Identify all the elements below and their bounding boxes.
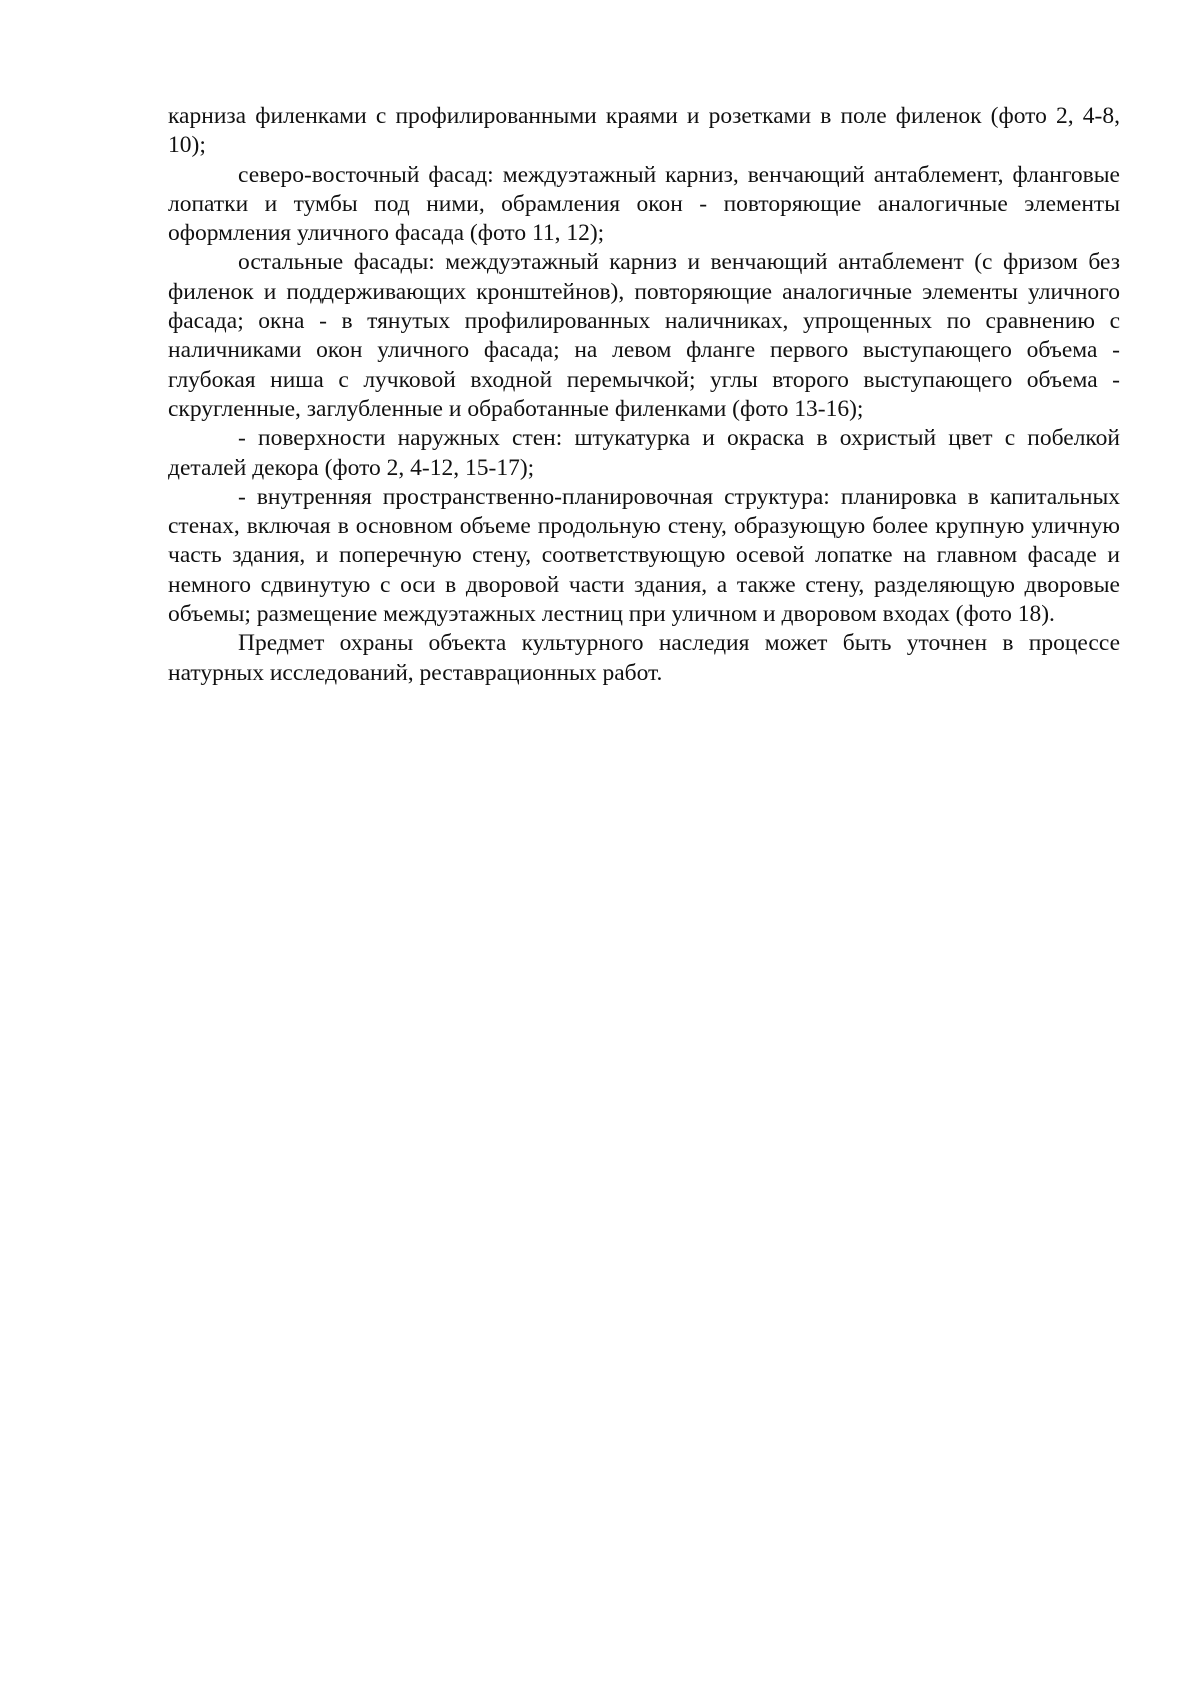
paragraph-northeast-facade: северо-восточный фасад: междуэтажный карниз, венчающий антаблемент, фланговые лопатки и тумбы под ними, обрамления окон - повторяющие аналогичные элементы оформления уличного фасада (фото 11, 12); — [168, 161, 1120, 247]
document-body — [168, 102, 1120, 688]
paragraph-other-facades: остальные фасады: междуэтажный карниз и венчающий антаблемент (с фризом без филенок и поддерживающих кронштейнов), повторяющие аналогичные элементы уличного фасада; окна - в тянутых профилированных наличниках, упрощенных по сравнению с наличниками окон уличного фасада; на левом фланге первого выступающего объема - глубокая ниша с лучковой входной перемычкой; углы второго выступающего объема - скругленные, заглубленные и обработанные филенками (фото 13-16); — [168, 249, 1120, 422]
paragraph-continuation: карниза филенками с профилированными краями и розетками в поле филенок (фото 2, 4-8, 10); — [168, 103, 1120, 159]
paragraph-interior-structure: - внутренняя пространственно-планировочная структура: планировка в капитальных стенах, включая в основном объеме продольную стену, образующую более крупную уличную часть здания, и поперечную стену, соответствующую осевой лопатке на главном фасаде и немного сдвинутую с оси в дворовой части здания, а также стену, разделяющую дворовые объемы; размещение междуэтажных лестниц при уличном и дворовом входах (фото 18). — [168, 483, 1120, 628]
paragraph-protection-subject: Предмет охраны объекта культурного наследия может быть уточнен в процессе натурных исследований, реставрационных работ. — [168, 630, 1120, 686]
paragraph-exterior-walls: - поверхности наружных стен: штукатурка и окраска в охристый цвет с побелкой деталей декора (фото 2, 4-12, 15-17); — [168, 425, 1120, 481]
